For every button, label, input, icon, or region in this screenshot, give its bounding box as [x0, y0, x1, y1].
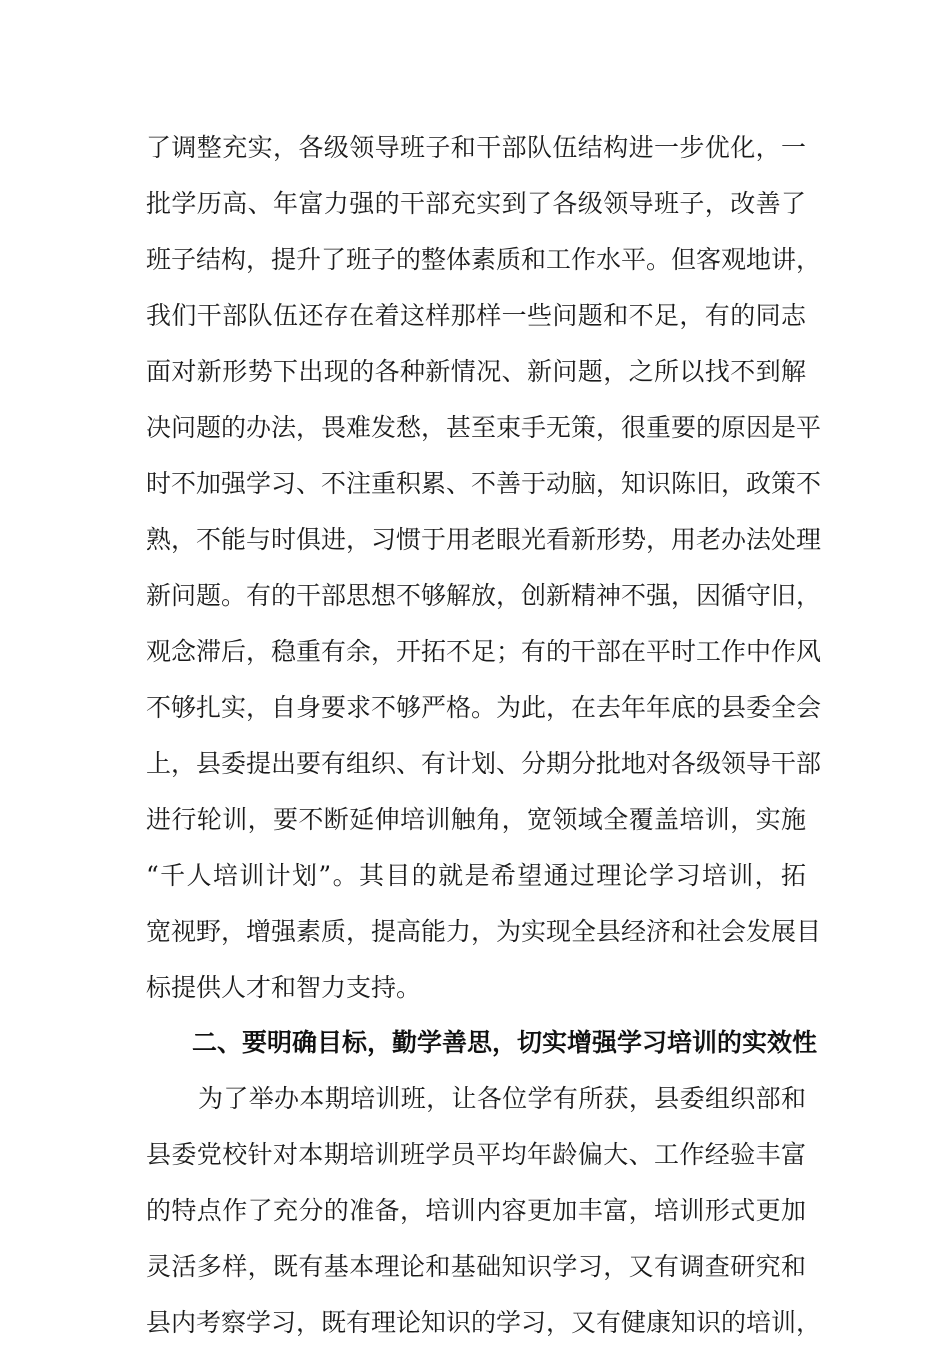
paragraph-line: 批学历高、年富力强的干部充实到了各级领导班子，改善了 — [146, 189, 806, 218]
paragraph-line: 新问题。有的干部思想不够解放，创新精神不强，因循守旧， — [146, 581, 822, 610]
paragraph-line: 决问题的办法，畏难发愁，甚至束手无策，很重要的原因是平 — [146, 413, 822, 442]
paragraph-line: 不够扎实，自身要求不够严格。为此，在去年年底的县委全会 — [146, 693, 822, 722]
paragraph-line: 上，县委提出要有组织、有计划、分期分批地对各级领导干部 — [146, 749, 822, 778]
paragraph-line: 宽视野，增强素质，提高能力，为实现全县经济和社会发展目 — [146, 917, 822, 946]
paragraph-line: 面对新形势下出现的各种新情况、新问题，之所以找不到解 — [146, 357, 806, 386]
paragraph-line: 班子结构，提升了班子的整体素质和工作水平。但客观地讲， — [146, 245, 822, 274]
paragraph-line: 时不加强学习、不注重积累、不善于动脑，知识陈旧，政策不 — [146, 469, 822, 498]
section-heading-block — [146, 1015, 818, 1071]
paragraph-line: “千人培训计划”。其目的就是希望通过理论学习培训，拓 — [146, 861, 806, 890]
paragraph-line: 县内考察学习，既有理论知识的学习，又有健康知识的培训， — [146, 1308, 822, 1337]
paragraph-line: 我们干部队伍还存在着这样那样一些问题和不足，有的同志 — [146, 301, 806, 330]
paragraph-line: 进行轮训，要不断延伸培训触角，宽领域全覆盖培训，实施 — [146, 805, 806, 834]
paragraph-line: 县委党校针对本期培训班学员平均年龄偏大、工作经验丰富 — [146, 1140, 806, 1169]
paragraph-line: 了调整充实，各级领导班子和干部队伍结构进一步优化，一 — [146, 133, 806, 162]
section-heading: 二、要明确目标，勤学善思，切实增强学习培训的实效性 — [192, 1028, 818, 1057]
paragraph-line: 观念滞后，稳重有余，开拓不足；有的干部在平时工作中作风 — [146, 637, 822, 666]
paragraph-line: 标提供人才和智力支持。 — [146, 973, 422, 1002]
paragraph-line: 灵活多样，既有基本理论和基础知识学习，又有调查研究和 — [146, 1252, 806, 1281]
paragraph-line: 为了举办本期培训班，让各位学有所获，县委组织部和 — [198, 1084, 806, 1113]
body-paragraph-1 — [146, 120, 822, 1016]
paragraph-line: 熟，不能与时俱进，习惯于用老眼光看新形势，用老办法处理 — [146, 525, 822, 554]
paragraph-line: 的特点作了充分的准备，培训内容更加丰富，培训形式更加 — [146, 1196, 806, 1225]
body-paragraph-2 — [146, 1071, 822, 1351]
